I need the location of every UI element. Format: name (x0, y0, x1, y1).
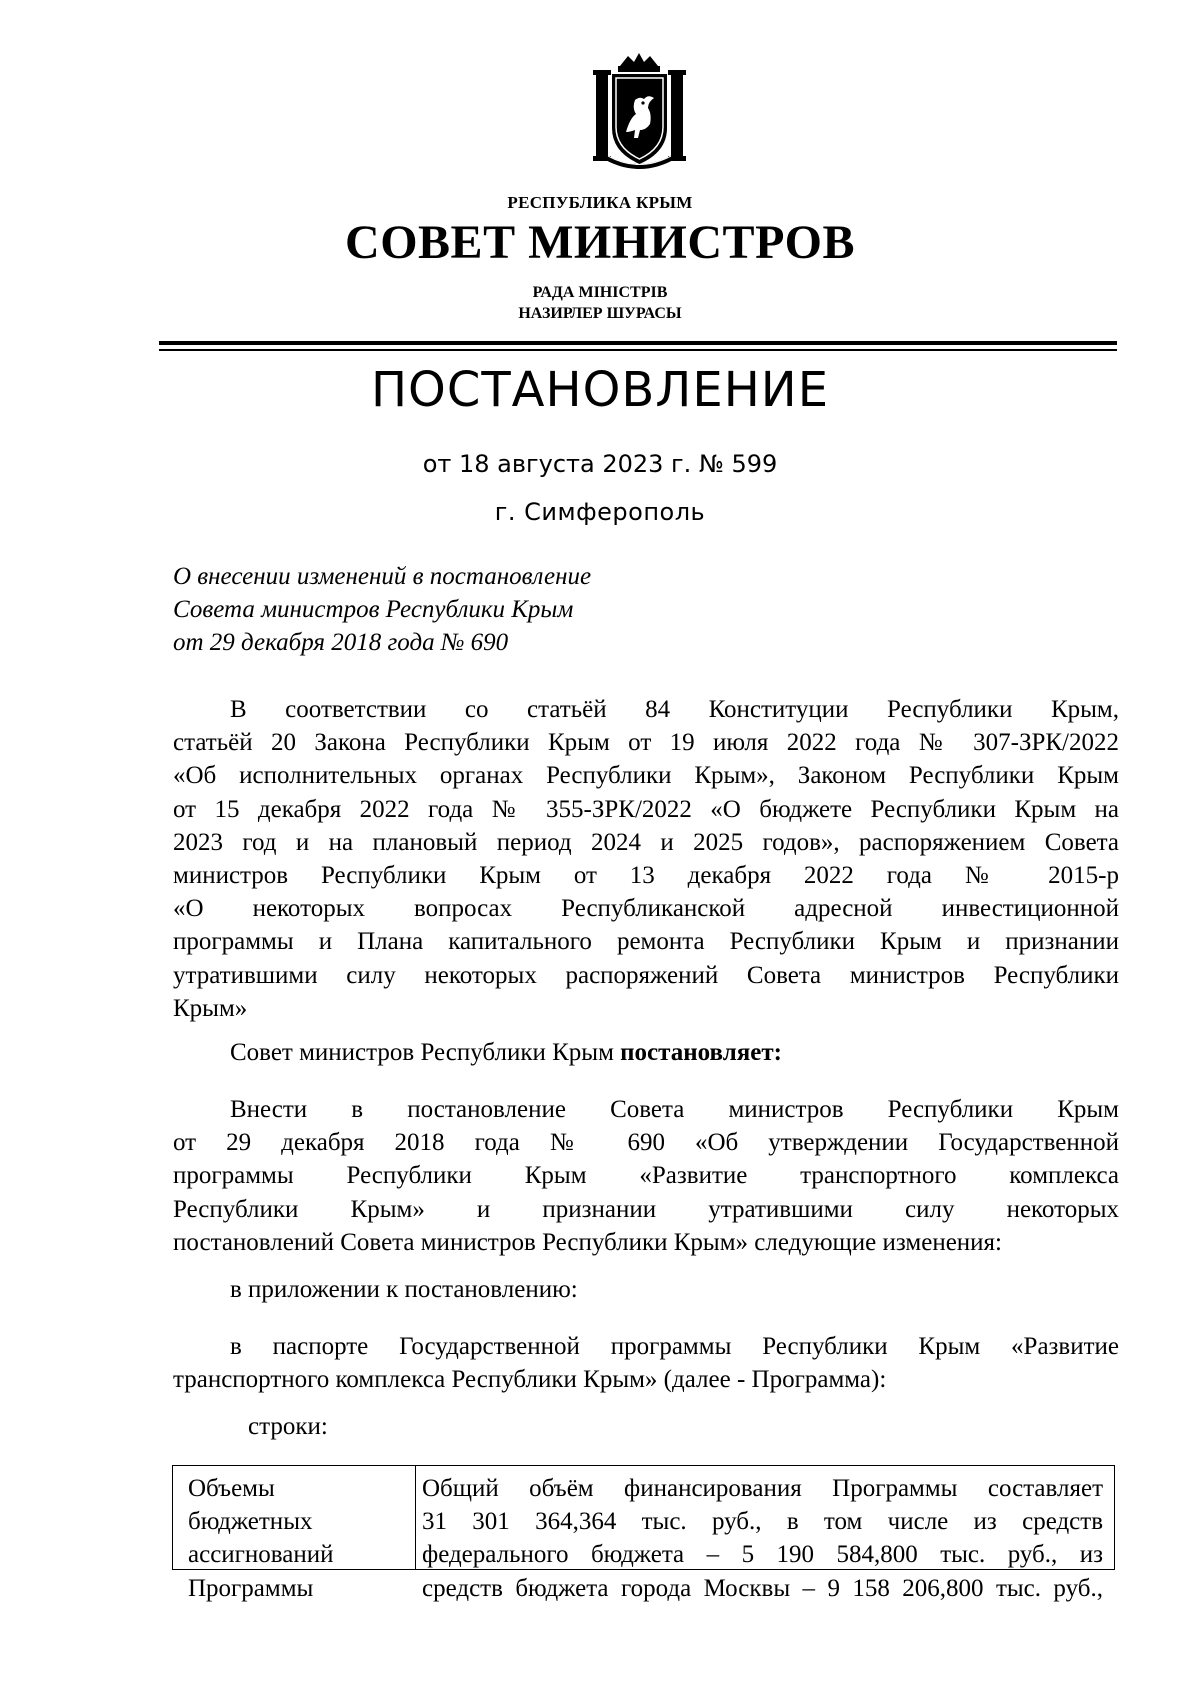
cell-line: Программы (188, 1574, 314, 1602)
paragraph-line: В соответствии со статьёй 84 Конституции Республики Крым, (230, 696, 1119, 723)
paragraph-line: в приложении к постановлению: (230, 1276, 578, 1303)
table-cell-value (416, 1466, 1113, 1602)
paragraph-line: от 29 декабря 2018 года № 690 «Об утверждении Государственной (173, 1129, 1119, 1157)
header-divider-thin (159, 349, 1117, 351)
passport-paragraph (173, 1330, 1119, 1396)
cell-line: Объемы (188, 1475, 275, 1502)
resolution-text: Совет министров Республики Крым (230, 1039, 621, 1066)
subject-line: от 29 декабря 2018 года № 690 (173, 629, 509, 656)
paragraph-line: Республики Крым» и признании утратившими силу некоторых (173, 1195, 1119, 1223)
paragraph-line: транспортного комплекса Республики Крым» (далее - Программа): (173, 1366, 887, 1394)
paragraph-line: от 15 декабря 2022 года № 355-ЗРК/2022 «О бюджете Республики Крым на (173, 795, 1119, 823)
subject-line: О внесении изменений в постановление (173, 563, 592, 590)
change-paragraph (173, 1093, 1119, 1259)
paragraph-line: Крым» (173, 994, 248, 1022)
resolution-statement (173, 1036, 1119, 1069)
document-type-title: ПОСТАНОВЛЕНИЕ (370, 362, 830, 418)
table-cell-label (173, 1466, 416, 1602)
rows-label: строки: (248, 1413, 328, 1440)
paragraph-line: программы Республики Крым «Развитие транспортного комплекса (173, 1162, 1119, 1190)
paragraph-line: в паспорте Государственной программы Республики Крым «Развитие (230, 1333, 1119, 1360)
subject-line: Совета министров Республики Крым (173, 596, 574, 623)
document-city: г. Симферополь (494, 498, 706, 526)
cell-line: 31 301 364,364 тыс. руб., в том числе из средств (422, 1508, 1103, 1536)
council-title-ukrainian: РАДА МІНІСТРІВ (532, 284, 668, 301)
cell-line: федерального бюджета – 5 190 584,800 тыс. руб., из (422, 1541, 1103, 1569)
paragraph-line: министров Республики Крым от 13 декабря 2022 года № 2015-р (173, 861, 1119, 889)
paragraph-line: постановлений Совета министров Республики Крым» следующие изменения: (173, 1228, 1002, 1256)
paragraph-line: «Об исполнительных органах Республики Крым», Законом Республики Крым (173, 762, 1119, 790)
resolution-verb: постановляет: (620, 1039, 782, 1066)
cell-line: средств бюджета города Москвы – 9 158 206,800 тыс. руб., (422, 1574, 1103, 1602)
paragraph-line: программы и Плана капитального ремонта Республики Крым и признании (173, 928, 1119, 956)
cell-line: бюджетных (188, 1508, 313, 1536)
document-subject (173, 560, 591, 659)
paragraph-line: 2023 год и на плановый период 2024 и 2025 годов», распоряжением Совета (173, 828, 1119, 856)
paragraph-line: статьёй 20 Закона Республики Крым от 19 июля 2022 года № 307-ЗРК/2022 (173, 729, 1119, 757)
cell-line: Общий объём финансирования Программы составляет (422, 1475, 1103, 1502)
republic-name: РЕСПУБЛИКА КРЫМ (507, 193, 693, 212)
header-divider-thick (159, 341, 1117, 345)
paragraph-line (173, 1036, 1119, 1069)
cell-line: ассигнований (188, 1541, 334, 1569)
paragraph-line: Внести в постановление Совета министров Республики Крым (230, 1096, 1119, 1123)
financing-table (172, 1465, 1115, 1602)
document-date-number: от 18 августа 2023 г. № 599 (422, 450, 778, 478)
council-title: СОВЕТ МИНИСТРОВ (345, 216, 855, 269)
preamble-paragraph (173, 693, 1119, 1025)
council-title-crimean-tatar: НАЗИРЛЕР ШУРАСЫ (518, 305, 682, 322)
appendix-paragraph (173, 1273, 1119, 1306)
paragraph-line: «О некоторых вопросах Республиканской адресной инвестиционной (173, 895, 1119, 923)
coat-of-arms-emblem (588, 52, 691, 174)
paragraph-line: утратившими силу некоторых распоряжений Совета министров Республики (173, 961, 1119, 989)
